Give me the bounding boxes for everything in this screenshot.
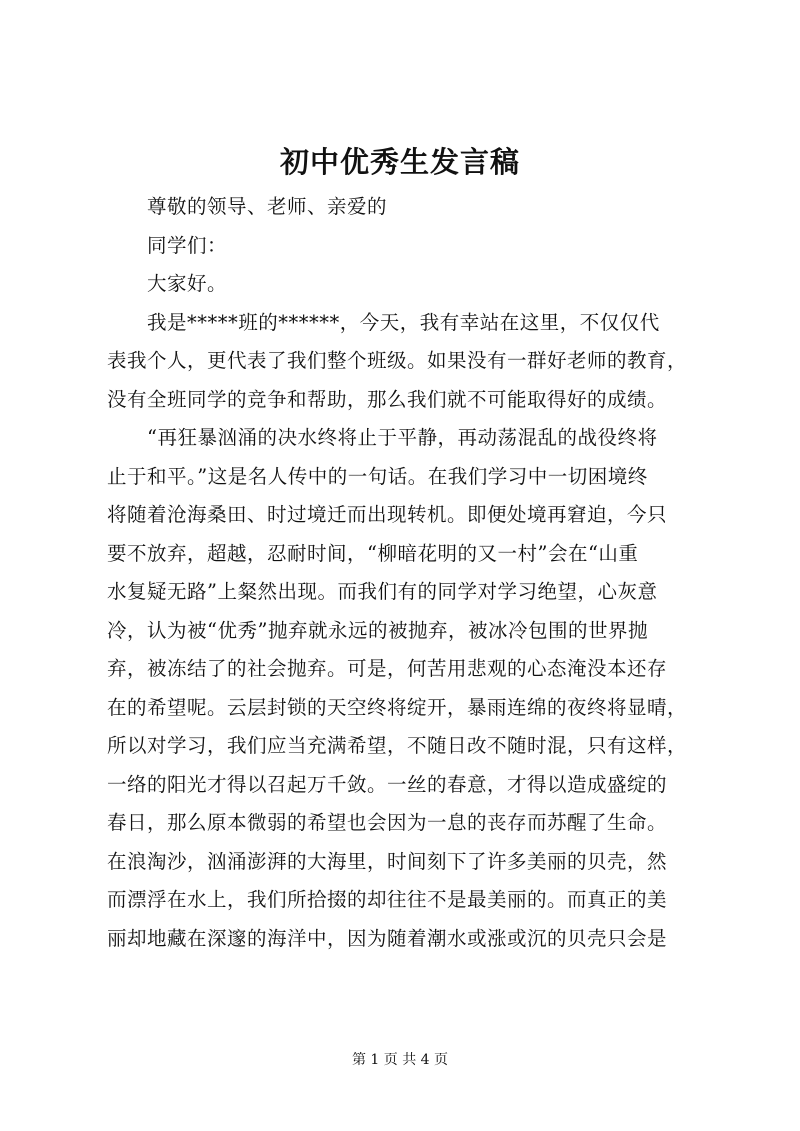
text-line: 所以对学习，我们应当充满希望，不随日改不随时混，只有这样， bbox=[107, 734, 688, 757]
text-line: 在的希望呢。云层封锁的天空终将绽开，暴雨连绵的夜终将显晴， bbox=[107, 695, 688, 719]
text-line: 要不放弃，超越，忍耐时间，“柳暗花明的又一村”会在“山重 bbox=[107, 541, 639, 565]
document-title: 初中优秀生发言稿 bbox=[279, 145, 520, 179]
text-line: 没有全班同学的竞争和帮助，那么我们就不可能取得好的成绩。 bbox=[107, 387, 668, 411]
document-body bbox=[107, 188, 707, 958]
text-line: 一络的阳光才得以召起万千敛。一丝的春意，才得以造成盛绽的 bbox=[107, 772, 668, 796]
text-line: 我是*****班的******，今天，我有幸站在这里，不仅仅代 bbox=[147, 310, 660, 334]
text-line: 止于和平。”这是名人传中的一句话。在我们学习中一切困境终 bbox=[107, 464, 648, 488]
text-line: 丽却地藏在深邃的海洋中，因为随着潮水或涨或沉的贝壳只会是 bbox=[107, 926, 668, 950]
text-line: 冷，认为被“优秀”抛弃就永远的被抛弃，被冰冷包围的世界抛 bbox=[107, 618, 648, 642]
text-line: 同学们： bbox=[147, 233, 228, 257]
text-line: 弃，被冻结了的社会抛弃。可是，何苦用悲观的心态淹没本还存 bbox=[107, 657, 668, 680]
page-footer: 第 1 页 共 4 页 bbox=[351, 1052, 449, 1068]
text-line: 春日，那么原本微弱的希望也会因为一息的丧存而苏醒了生命。 bbox=[107, 811, 668, 834]
text-line: 而漂浮在水上，我们所拾掇的却往往不是最美丽的。而真正的美 bbox=[107, 888, 668, 911]
text-line: 表我个人，更代表了我们整个班级。如果没有一群好老师的教育， bbox=[107, 349, 688, 372]
text-line: 水复疑无路”上粲然出现。而我们有的同学对学习绝望，心灰意 bbox=[107, 580, 658, 603]
text-line: 将随着沧海桑田、时过境迁而出现转机。即便处境再窘迫，今只 bbox=[107, 503, 668, 526]
text-line: “再狂暴汹涌的决水终将止于平静，再动荡混乱的战役终将 bbox=[147, 426, 658, 449]
text-line: 尊敬的领导、老师、亲爱的 bbox=[147, 195, 388, 218]
text-line: 在浪淘沙，汹涌澎湃的大海里，时间刻下了许多美丽的贝壳，然 bbox=[107, 849, 668, 873]
text-line: 大家好。 bbox=[147, 272, 228, 295]
